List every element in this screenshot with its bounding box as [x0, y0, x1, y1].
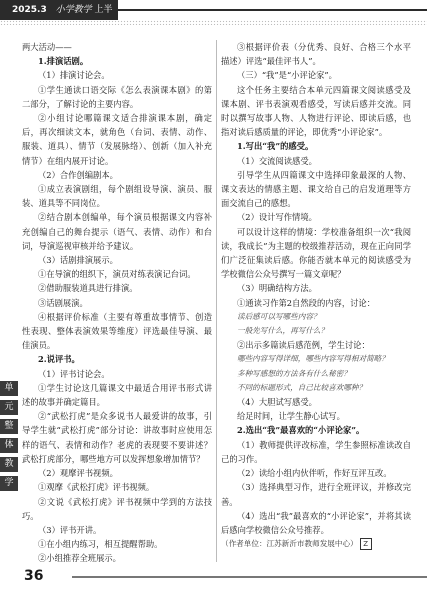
header-separator: ·	[24, 25, 27, 35]
paragraph-text: ①在小组内练习，相互提醒帮助。	[38, 539, 163, 550]
paragraph-text: ③根据评价表（分优秀、良好、合格三个水平描述）评选“最佳评书人”。	[221, 42, 411, 67]
paragraph-text: （3）话剧排演展示。	[38, 255, 118, 266]
paragraph-text: ①观摩《武松打虎》评书视频。	[38, 482, 155, 493]
side-tab-char: 元	[0, 400, 18, 415]
author-affiliation	[221, 537, 411, 551]
paragraph-text: ②借助服装道具进行排演。	[38, 283, 138, 294]
paragraph-text: ②“武松打虎”是众多说书人最爱讲的故事，引导学生就“武松打虎”部分讨论：讲故事时应使用怎样的语气、表情和动作？老虎的表现要不要讲述？武松打虎部分，哪些地方可以发挥想象增加情节？	[22, 411, 212, 464]
paragraph	[22, 168, 212, 182]
paragraph-text: （1）教师提供评改标准，学生参照标准读改自己的习作。	[221, 439, 411, 464]
side-tab-char: 教	[0, 457, 18, 472]
paragraph-text: ②结合剧本创编单，每个演员根据课文内容补充创编自己的舞台提示（语气、表情、动作）和台词，导演巡视审核并给予建议。	[22, 212, 212, 251]
subject-label: 语文	[29, 25, 48, 35]
paragraph-text: 引导学生从四篇课文中选择印象最深的人物、课文表达的情感主题、课文给自己的启发道理等方面交流自己的感想。	[221, 169, 411, 209]
paragraph-text: （作者单位：江苏新沂市教师发展中心）	[221, 539, 358, 549]
paragraph-text: （2）设计写作情境。	[237, 212, 317, 223]
paragraph-text: （3）明确结构方法。	[237, 283, 317, 294]
paragraph-text: 可以设计这样的情境：学校准备组织一次“我阅读，我成长”为主题的校级推荐活动，现在正向同学们广泛征集读后感。你能否就本单元的阅读感受为学校微信公众号撰写一篇文章呢？	[221, 226, 411, 280]
paragraph	[221, 225, 411, 282]
side-tab-char: 体	[0, 438, 18, 453]
paragraph	[22, 210, 212, 253]
section-heading	[221, 139, 411, 153]
paragraph-text: 2.选出“我”最喜欢的“小评论家”。	[237, 425, 365, 436]
paragraph-text: ①通读习作第2自然段的内容，讨论：	[237, 297, 376, 308]
header-rule	[118, 9, 427, 11]
paragraph-text: 这个任务主要结合本单元四篇课文阅读感受及课本剧、评书表演观看感受，写读后感并交流。同时以撰写故事人物、人物进行评论、即读后感，也指对读后感质量的评论，即优秀“小评论家”。	[221, 84, 411, 138]
paragraph	[22, 466, 212, 480]
paragraph	[22, 40, 212, 54]
paragraph-text: ②小组推荐全班展示。	[38, 553, 121, 564]
paragraph-text: ②出示多篇读后感范例，学生讨论：	[237, 340, 370, 351]
section-heading	[221, 423, 411, 437]
paragraph	[221, 395, 411, 409]
paragraph-text: （1）排演讨论会。	[38, 70, 110, 81]
paragraph	[22, 409, 212, 466]
paragraph	[221, 281, 411, 295]
paragraph-text: （4）大胆试写感受。	[237, 397, 317, 408]
magazine-title: 小学教学	[55, 5, 92, 15]
paragraph	[22, 281, 212, 295]
paragraph-text: ③话剧展演。	[38, 297, 88, 308]
header-dot-band	[0, 20, 427, 25]
paragraph	[221, 409, 411, 423]
paragraph-text: （3）选择典型习作，进行全班评议，并修改完善。	[221, 482, 411, 507]
paragraph-text: 读后感可以写哪些内容？	[237, 311, 321, 321]
section-heading	[22, 54, 212, 68]
paragraph-text: 一般先写什么，再写什么？	[237, 326, 329, 336]
paragraph-text: （三）“我”是“小评论家”。	[237, 70, 337, 81]
paragraph	[22, 296, 212, 310]
paragraph	[221, 168, 411, 211]
side-tab-char: 学	[0, 476, 18, 491]
issue-number: 2025.3	[12, 5, 47, 15]
paragraph	[221, 154, 411, 168]
paragraph	[22, 523, 212, 537]
paragraph-text: 1.排演话剧。	[38, 56, 89, 67]
paragraph	[221, 381, 411, 395]
header-masthead	[0, 0, 118, 35]
section-heading	[22, 352, 212, 366]
paragraph-text: ①学生通读口语交际《怎么表演课本剧》的第二部分，了解讨论的主要内容。	[22, 84, 212, 109]
paragraph-text: （1）评书讨论会。	[38, 368, 110, 379]
paragraph	[22, 83, 212, 111]
paragraph-text: 不同的标题形式，自己比较喜欢哪种？	[237, 382, 367, 392]
paragraph	[22, 68, 212, 82]
paragraph	[221, 83, 411, 140]
paragraph	[22, 111, 212, 168]
paragraph-text: （2）合作创编剧本。	[38, 169, 118, 180]
edition-label: 上半月	[12, 5, 113, 35]
paragraph-text: 两大活动——	[22, 42, 72, 52]
paragraph-text: （2）读给小组内伙伴听，作好互评互改。	[237, 468, 392, 479]
paragraph	[221, 40, 411, 68]
paragraph-text: 1.写出“我”的感受。	[237, 141, 314, 152]
paragraph-text: （3）评书开讲。	[38, 524, 102, 535]
paragraph	[221, 310, 411, 324]
paragraph	[22, 495, 212, 523]
paragraph-text: ①在导演的组织下，演员对练表演记台词。	[38, 269, 196, 280]
paragraph	[22, 182, 212, 210]
paragraph	[221, 509, 411, 537]
paragraph	[22, 381, 212, 409]
end-mark-icon: Z	[360, 538, 372, 550]
paragraph	[221, 210, 411, 224]
paragraph	[22, 367, 212, 381]
paragraph-text: （2）观摩评书视频。	[38, 468, 118, 479]
paragraph	[22, 537, 212, 551]
paragraph	[221, 367, 411, 381]
paragraph-text: 给足时间，让学生静心试写。	[237, 411, 345, 422]
paragraph	[22, 267, 212, 281]
paragraph	[221, 324, 411, 338]
paragraph	[22, 480, 212, 494]
left-text-column	[22, 40, 212, 566]
paragraph-text: （4）选出“我”最喜欢的“小评论家”，并将其读后感向学校微信公众号推荐。	[221, 510, 411, 535]
footer-rule	[72, 576, 427, 578]
paragraph	[22, 551, 212, 565]
paragraph-text: ②文说《武松打虎》评书视频中学到的方法技巧。	[22, 496, 212, 521]
paragraph-text: ①学生讨论这几篇课文中最适合用评书形式讲述的故事并确定篇目。	[22, 382, 212, 408]
paragraph	[221, 438, 411, 466]
page-header	[0, 0, 427, 35]
paragraph-text: ②小组讨论哪篇课文适合排演课本剧，确定后，再次细读文本，就角色（台词、表情、动作、服装、道具）、情节（发展脉络）、创新（加入补充情节）在组内展开讨论。	[22, 113, 212, 166]
paragraph-text: ①成立表演剧组，每个剧组设导演、演员、服装、道具等不同岗位。	[22, 184, 212, 209]
paragraph	[221, 480, 411, 508]
page-number: 36	[24, 568, 44, 584]
paragraph	[221, 338, 411, 352]
side-tab-char: 单	[0, 381, 18, 396]
paragraph-text: 哪些内容写得详细，哪些内容写得相对简略？	[237, 354, 389, 364]
side-tab-char: 整	[0, 419, 18, 434]
paragraph-text: ④根据评价标准（主要有尊重故事情节、创造性表现、整体表演效果等维度）评选最佳导演、最佳演员。	[22, 311, 212, 351]
paragraph-text: （1）交流阅读感受。	[237, 155, 317, 166]
paragraph-text: 2.说评书。	[38, 354, 80, 365]
paragraph-text: 多种写感想的方法各有什么秘密？	[237, 368, 351, 378]
paragraph	[221, 68, 411, 82]
column-divider	[216, 40, 217, 562]
paragraph	[22, 310, 212, 353]
paragraph	[221, 296, 411, 310]
paragraph	[221, 466, 411, 480]
right-text-column	[221, 40, 411, 551]
paragraph	[22, 253, 212, 267]
section-side-tab	[0, 381, 20, 495]
paragraph	[221, 352, 411, 366]
